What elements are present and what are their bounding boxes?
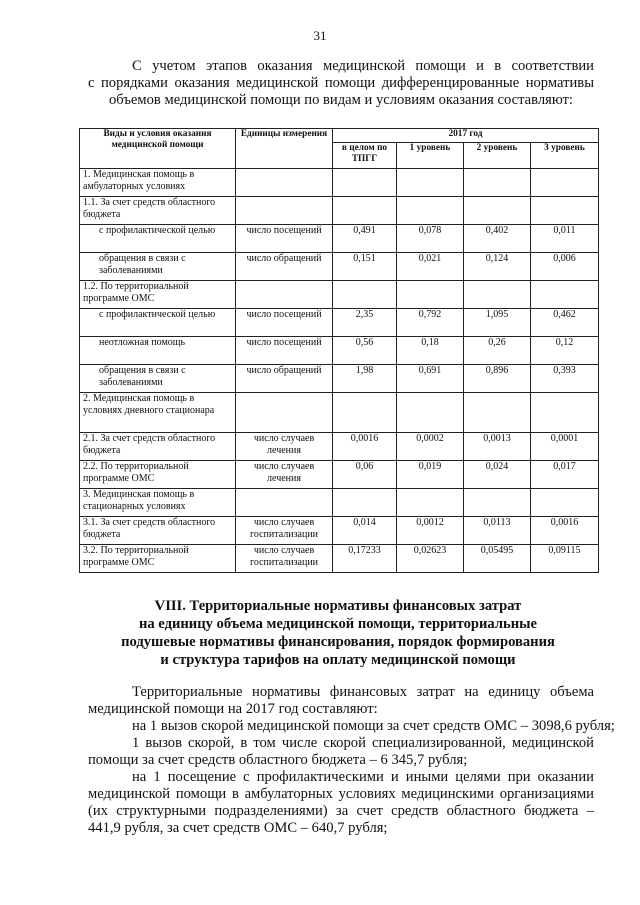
- cell-level1: 0,0002: [397, 433, 464, 461]
- intro-line: с порядками оказания медицинской помощи дифференцированные нормативы: [88, 75, 594, 91]
- cell-level2: 0,124: [464, 253, 531, 281]
- body-line: Территориальные нормативы финансовых затрат на единицу объема: [132, 684, 594, 700]
- cell-level1: 0,02623: [397, 545, 464, 573]
- intro-paragraph: [88, 58, 594, 109]
- body-line: на 1 посещение с профилактическими и иными целями при оказании: [132, 769, 594, 785]
- cell-unit: число случаев лечения: [236, 433, 333, 461]
- cell-level1: 0,0012: [397, 517, 464, 545]
- cell-level2: [464, 393, 531, 433]
- section-title-line: на единицу объема медицинской помощи, территориальные: [138, 616, 538, 632]
- cell-level1: 0,18: [397, 337, 464, 365]
- cell-unit: число посещений: [236, 225, 333, 253]
- table-row: [80, 365, 599, 393]
- header-total: в целом по ТПГГ: [333, 143, 397, 169]
- cell-unit: [236, 393, 333, 433]
- cell-unit: число случаев госпитализации: [236, 545, 333, 573]
- cell-total: 0,06: [333, 461, 397, 489]
- cell-kind: с профилактической целью: [80, 309, 236, 337]
- cell-kind: 1.1. За счет средств областного бюджета: [80, 197, 236, 225]
- cell-level3: 0,462: [531, 309, 599, 337]
- cell-unit: [236, 169, 333, 197]
- cell-level3: 0,09115: [531, 545, 599, 573]
- cell-total: [333, 169, 397, 197]
- cell-unit: [236, 489, 333, 517]
- cell-total: 0,151: [333, 253, 397, 281]
- cell-kind: неотложная помощь: [80, 337, 236, 365]
- cell-kind: с профилактической целью: [80, 225, 236, 253]
- cell-level2: 0,0013: [464, 433, 531, 461]
- cell-unit: число случаев лечения: [236, 461, 333, 489]
- table-row: [80, 225, 599, 253]
- cell-kind: 2. Медицинская помощь в условиях дневного стационара: [80, 393, 236, 433]
- cell-kind: 3. Медицинская помощь в стационарных условиях: [80, 489, 236, 517]
- cell-total: 0,014: [333, 517, 397, 545]
- cell-level2: 0,05495: [464, 545, 531, 573]
- cell-kind: 2.2. По территориальной программе ОМС: [80, 461, 236, 489]
- intro-line: объемов медицинской помощи по видам и условиям оказания составляют:: [109, 92, 573, 108]
- cell-level1: [397, 489, 464, 517]
- page-number: 31: [313, 28, 327, 43]
- cell-level1: 0,691: [397, 365, 464, 393]
- header-units: Единицы измерения: [236, 129, 333, 169]
- cell-kind: 3.2. По территориальной программе ОМС: [80, 545, 236, 573]
- table-row: [80, 545, 599, 573]
- cell-total: 0,56: [333, 337, 397, 365]
- cell-level2: 0,402: [464, 225, 531, 253]
- table-row: [80, 461, 599, 489]
- body-line: (их структурными подразделениями) за счет средств областного бюджета –: [88, 803, 594, 819]
- cell-level3: 0,011: [531, 225, 599, 253]
- cell-level3: 0,0001: [531, 433, 599, 461]
- cell-total: [333, 489, 397, 517]
- header-kind: Виды и условия оказания медицинской помощи: [80, 129, 236, 169]
- cell-level1: 0,792: [397, 309, 464, 337]
- cell-level2: [464, 281, 531, 309]
- body-line: помощи за счет средств областного бюджета – 6 345,7 рубля;: [88, 752, 468, 768]
- cell-level2: 0,0113: [464, 517, 531, 545]
- cell-level2: [464, 169, 531, 197]
- cell-level2: 0,896: [464, 365, 531, 393]
- cell-level2: [464, 489, 531, 517]
- section-title-line: VIII. Территориальные нормативы финансовых затрат: [154, 598, 522, 614]
- cell-level1: [397, 197, 464, 225]
- cell-level3: 0,017: [531, 461, 599, 489]
- cell-total: 2,35: [333, 309, 397, 337]
- body-line: 441,9 рубля, за счет средств ОМС – 640,7 рубля;: [88, 820, 388, 836]
- cell-level3: 0,0016: [531, 517, 599, 545]
- table-row: [80, 197, 599, 225]
- cell-level2: 0,26: [464, 337, 531, 365]
- cell-level3: [531, 169, 599, 197]
- cell-level3: [531, 489, 599, 517]
- body-line: на 1 вызов скорой медицинской помощи за счет средств ОМС – 3098,6 рубля;: [132, 718, 615, 734]
- table-row: [80, 281, 599, 309]
- body-paragraphs: [88, 684, 615, 837]
- table-row: [80, 309, 599, 337]
- cell-unit: [236, 197, 333, 225]
- table-body: [80, 169, 599, 573]
- table-row: [80, 337, 599, 365]
- section-title: [88, 597, 588, 669]
- cell-level1: 0,019: [397, 461, 464, 489]
- cell-total: 1,98: [333, 365, 397, 393]
- cell-total: 0,17233: [333, 545, 397, 573]
- table-row: [80, 517, 599, 545]
- cell-total: [333, 393, 397, 433]
- cell-level3: 0,393: [531, 365, 599, 393]
- header-year: 2017 год: [333, 129, 599, 143]
- cell-total: 0,0016: [333, 433, 397, 461]
- cell-kind: обращения в связи с заболеваниями: [80, 253, 236, 281]
- cell-kind: 1. Медицинская помощь в амбулаторных условиях: [80, 169, 236, 197]
- table-row: [80, 433, 599, 461]
- cell-unit: число посещений: [236, 337, 333, 365]
- cell-level3: [531, 197, 599, 225]
- cell-unit: число случаев госпитализации: [236, 517, 333, 545]
- cell-unit: число посещений: [236, 309, 333, 337]
- cell-unit: число обращений: [236, 365, 333, 393]
- body-line: 1 вызов скорой, в том числе скорой специализированной, медицинской: [132, 735, 594, 751]
- cell-level3: 0,12: [531, 337, 599, 365]
- cell-level1: 0,021: [397, 253, 464, 281]
- cell-level2: 1,095: [464, 309, 531, 337]
- cell-level3: 0,006: [531, 253, 599, 281]
- cell-level1: 0,078: [397, 225, 464, 253]
- cell-total: 0,491: [333, 225, 397, 253]
- volume-norms-table: [79, 128, 599, 573]
- section-title-line: и структура тарифов на оплату медицинской помощи: [160, 652, 516, 668]
- cell-total: [333, 281, 397, 309]
- cell-level2: 0,024: [464, 461, 531, 489]
- cell-kind: 2.1. За счет средств областного бюджета: [80, 433, 236, 461]
- cell-level1: [397, 393, 464, 433]
- cell-level2: [464, 197, 531, 225]
- header-level2: 2 уровень: [464, 143, 531, 169]
- cell-level1: [397, 281, 464, 309]
- table-row: [80, 169, 599, 197]
- table-row: [80, 253, 599, 281]
- cell-level1: [397, 169, 464, 197]
- header-level3: 3 уровень: [531, 143, 599, 169]
- cell-kind: обращения в связи с заболеваниями: [80, 365, 236, 393]
- intro-line: С учетом этапов оказания медицинской помощи и в соответствии: [132, 58, 594, 74]
- cell-kind: 1.2. По территориальной программе ОМС: [80, 281, 236, 309]
- cell-kind: 3.1. За счет средств областного бюджета: [80, 517, 236, 545]
- header-level1: 1 уровень: [397, 143, 464, 169]
- cell-level3: [531, 393, 599, 433]
- cell-total: [333, 197, 397, 225]
- cell-unit: [236, 281, 333, 309]
- body-line: медицинской помощи на 2017 год составляют:: [88, 701, 378, 717]
- cell-level3: [531, 281, 599, 309]
- table-row: [80, 393, 599, 433]
- cell-unit: число обращений: [236, 253, 333, 281]
- table-row: [80, 489, 599, 517]
- body-line: медицинской помощи в амбулаторных условиях медицинскими организациями: [88, 786, 594, 802]
- section-title-line: подушевые нормативы финансирования, порядок формирования: [121, 634, 555, 650]
